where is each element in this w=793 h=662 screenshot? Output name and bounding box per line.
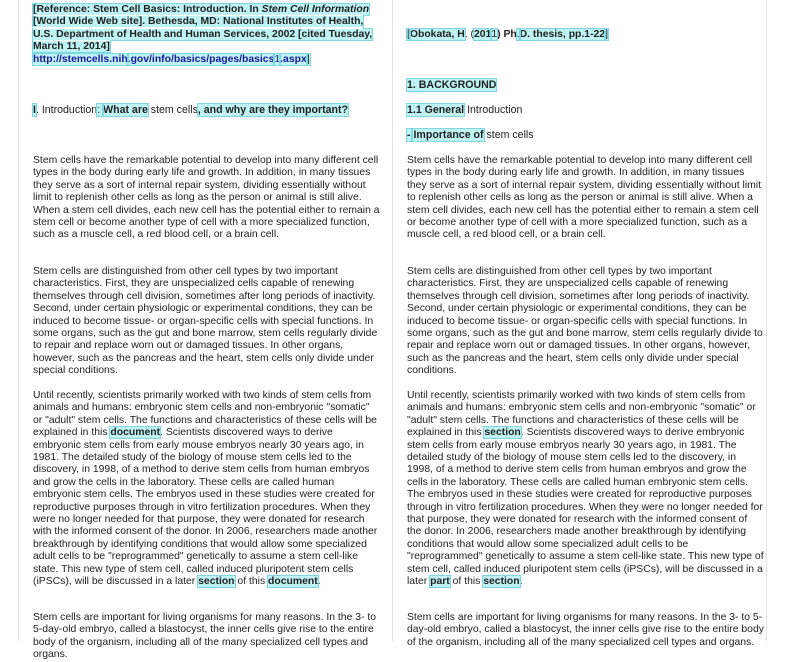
left-heading-intro: . Introduction [35, 104, 98, 116]
left-heading-colon: : [97, 104, 104, 116]
left-paragraph-3 [33, 390, 380, 589]
right-ref-bracket-open: [ [407, 29, 410, 40]
left-reference-citation [33, 4, 380, 66]
left-p3-text-c: of this [234, 576, 269, 588]
left-paragraph-4: Stem cells are important for living organisms for many reasons. In the 3- to 5-day-old embryo, called a blastocyst, the inner cells give rise to the entire body of the organism, including all of the many specialized cell types and organs. [33, 612, 377, 661]
right-paragraph-3 [407, 390, 764, 589]
right-p3-text-c: of this [449, 576, 484, 588]
right-bullet-heading [407, 129, 764, 141]
right-document-pane [394, 0, 764, 648]
right-bullet-mark: - [407, 129, 411, 141]
left-p3-text-a: Until recently, scientists primarily worked with two kinds of stem cells from animals and humans: embryonic stem cells and non-embryonic "somatic" or "adult" stem cells. The functions and characteristics of these cells will be explained in this [33, 390, 377, 439]
right-p3-highlight-section: section [484, 427, 521, 439]
right-background-heading [407, 79, 764, 91]
right-subsection-number: 1.1 General [407, 104, 465, 116]
column-divider [392, 0, 393, 641]
right-p3-text-a: Until recently, scientists primarily worked with two kinds of stem cells from animals and humans: embryonic stem cells and non-embryonic "somatic" or "adult" stem cells. The functions and characteristics of these cells will be explained in this [407, 390, 756, 439]
right-ref-paren: . ( [464, 29, 474, 40]
left-column-border [18, 0, 19, 641]
right-ref-thesis: D. thesis, pp.1-22 [519, 29, 606, 40]
right-paragraph-4: Stem cells are important for living organisms for many reasons. In the 3- to 5-day-old embryo, called a blastocyst, the inner cells give rise to the entire body of the organism, including all of the many specialized cell types and organs. [407, 612, 764, 648]
left-heading-stem-cells: stem cells [147, 104, 198, 116]
right-reference-citation [407, 29, 764, 41]
right-column-border [766, 0, 767, 641]
left-reference-text: [Reference: Stem Cell Basics: Introduction. In Stem Cell Information [World Wide Web site]. Bethesda, MD: National Institutes of Health, U.S. Department of Health and Human Services, 2002 [cited Tuesday, March 11, 2014] [33, 4, 373, 53]
right-ref-year-digit: 1 [491, 29, 498, 40]
right-subsection-heading [407, 104, 764, 116]
left-reference-url-d[interactable]: .aspx [280, 53, 307, 65]
left-p3-highlight-document-2: document [268, 576, 318, 588]
right-bullet-text: stem cells [483, 129, 534, 141]
right-p3-text-d: . [519, 576, 523, 588]
right-p3-highlight-section-2: section [483, 576, 520, 588]
right-paragraph-2: Stem cells are distinguished from other cell types by two important characteristics. First, they are unspecialized cells capable of renewing themselves through cell division, sometimes after long periods of inactivity. Second, under certain physiologic or experimental conditions, they can be induced to become tissue- or organ-specific cells with special functions. In some organs, such as the gut and bone marrow, stem cells regularly divide to repair and replace worn out or damaged tissues. In other organs, however, such as the pancreas and the heart, stem cells only divide under special conditions. [407, 266, 763, 377]
left-document-pane [20, 0, 380, 661]
right-paragraph-1: Stem cells have the remarkable potential to develop into many different cell types in the body during early life and growth. In addition, in many tissues they serve as a sort of internal repair system, dividing essentially without limit to replenish other cells as long as the person or animal is still alive. When a stem cell divides, each new cell has the potential either to remain a stem cell or become another type of cell with a more specialized function, such as a muscle cell, a red blood cell, or a brain cell. [407, 155, 762, 241]
left-paragraph-2: Stem cells are distinguished from other cell types by two important characteristics. First, they are unspecialized cells capable of renewing themselves through cell division, sometimes after long periods of inactivity. Second, under certain physiologic or experimental conditions, they can be induced to become tissue- or organ-specific cells with special functions. In some organs, such as the gut and bone marrow, stem cells regularly divide to repair and replace worn out or damaged tissues. In other organs, however, such as the pancreas and the heart, stem cells only divide under special conditions. [33, 266, 378, 377]
left-section-heading [33, 104, 380, 116]
left-reference-url-a[interactable]: http://stemcells.nih [33, 53, 128, 65]
left-p3-highlight-document: document [110, 427, 161, 439]
right-subsection-text: Introduction [464, 104, 523, 116]
left-reference-bracket-close: ] [306, 53, 310, 65]
left-p3-highlight-section: section [198, 576, 235, 588]
right-bullet-bold: Importance of [413, 129, 484, 141]
left-reference-url-c[interactable]: 1 [274, 53, 281, 65]
left-heading-why: , and why are they important? [197, 104, 348, 116]
right-ref-ph: ) Ph [497, 29, 517, 40]
left-paragraph-1: Stem cells have the remarkable potential to develop into many different cell types in the body during early life and growth. In addition, in many tissues they serve as a sort of internal repair system, dividing essentially without limit to replenish other cells as long as the person or animal is still alive. When a stem cell divides, each new cell has the potential either to remain a stem cell or become another type of cell with a more specialized function, such as a muscle cell, a red blood cell, or a brain cell. [33, 155, 380, 241]
right-p3-highlight-part: part [430, 576, 450, 588]
left-reference-url-b[interactable]: .gov/info/basics/pages/basics [127, 53, 275, 65]
right-ref-author: Obokata, H [409, 29, 465, 40]
left-heading-roman: I [33, 104, 36, 116]
left-heading-what-are: What are [103, 104, 148, 116]
left-p3-text-b: . Scientists discovered ways to derive embryonic stem cells from early mouse embryos nearly 30 years ago, in 1981. The detailed study of the biology of mouse stem cells led to the discovery, in 1998, of a method to derive stem cells from human embryos and grow the cells in the laboratory. These cells are called human embryonic stem cells. The embryos used in these studies were created for reproductive purposes through in vitro fertilization procedures. When they were no longer needed for that purpose, they were donated for research with the informed consent of the donor. In 2006, researchers made another breakthrough by identifying conditions that would allow some specialized adult cells to be "reprogrammed" genetically to assume a stem cell-like state. This new type of stem cell, called induced pluripotent stem cells (iPSCs), will be discussed in a later [33, 427, 378, 588]
right-p3-text-b: . Scientists discovered ways to derive embryonic stem cells from early mouse embryos nearly 30 years ago, in 1981. The detailed study of the biology of mouse stem cells led to the discovery, in 1998, of a method to derive stem cells from human embryos and grow the cells in the laboratory. These cells are called human embryonic stem cells. The embryos used in these studies were created for reproductive purposes through in vitro fertilization procedures. When they were no longer needed for that purpose, they were donated for research with the informed consent of the donor. In 2006, researchers made another breakthrough by identifying conditions that would allow some specialized adult cells to be "reprogrammed" genetically to assume a stem cell-like state. This new type of stem cell, called induced pluripotent stem cells (iPSCs), will be discussed in a later [407, 427, 764, 588]
right-ref-bracket-close: ] [605, 29, 608, 40]
right-ref-year: 201 [473, 29, 492, 40]
right-ref-dot: . [516, 29, 520, 40]
right-background-label: 1. BACKGROUND [407, 79, 497, 91]
left-p3-text-d: . [317, 576, 321, 588]
